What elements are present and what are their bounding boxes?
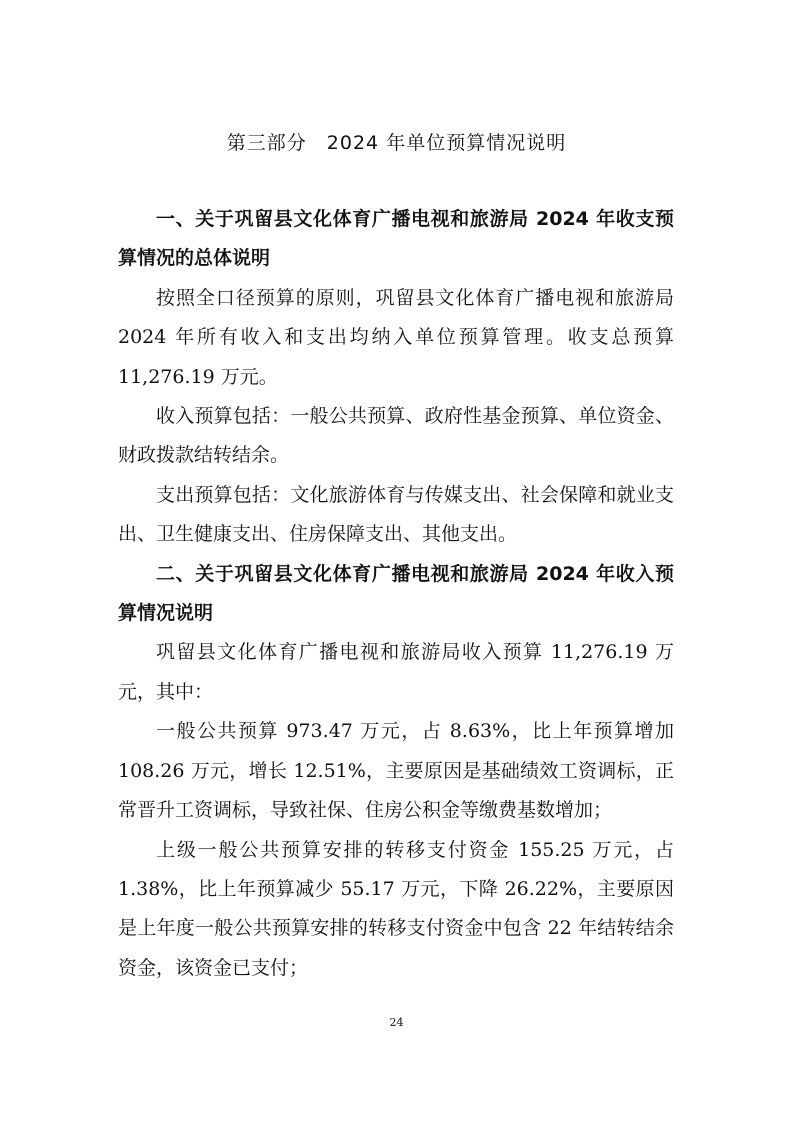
paragraph-expense-scope: 支出预算包括：文化旅游体育与传媒支出、社会保障和就业支出、卫生健康支出、住房保障支出、其他支出。 (118, 483, 674, 546)
section-heading-1: 一、关于巩留县文化体育广播电视和旅游局 2024 年收支预算情况的总体说明 (118, 208, 674, 270)
paragraph-general-budget: 一般公共预算 973.47 万元，占 8.63%，比上年预算增加 108.26 万元，增长 12.51%，主要原因是基础绩效工资调标，正常晋升工资调标，导致社保、住房公积金等缴费基数增加； (118, 720, 674, 822)
page-number: 24 (389, 1016, 404, 1029)
page-title: 第三部分 2024 年单位预算情况说明 (226, 132, 567, 154)
paragraph-transfer-funds: 上级一般公共预算安排的转移支付资金 155.25 万元，占 1.38%，比上年预算减少 55.17 万元，下降 26.22%，主要原因是上年度一般公共预算安排的转移支付资金中包含 22 年结转结余资金，该资金已支付； (118, 838, 674, 979)
paragraph-income-total: 巩留县文化体育广播电视和旅游局收入预算 11,276.19 万元，其中： (118, 641, 674, 703)
section-heading-2: 二、关于巩留县文化体育广播电视和旅游局 2024 年收入预算情况说明 (118, 562, 674, 625)
paragraph-overview: 按照全口径预算的原则，巩留县文化体育广播电视和旅游局 2024 年所有收入和支出均纳入单位预算管理。收支总预算 11,276.19 万元。 (118, 286, 674, 388)
paragraph-income-scope: 收入预算包括：一般公共预算、政府性基金预算、单位资金、财政拨款结转结余。 (118, 405, 674, 467)
document-body (118, 200, 674, 988)
